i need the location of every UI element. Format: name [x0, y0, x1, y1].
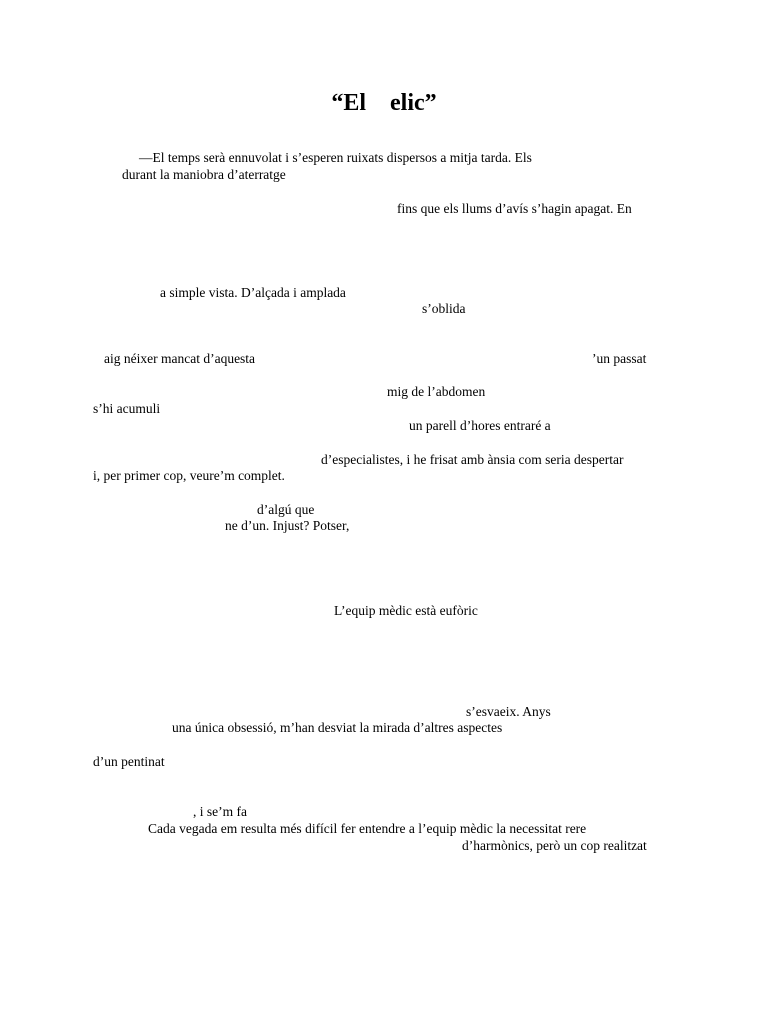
text-fragment: una única obsessió, m’han desviat la mirada d’altres aspectes	[172, 720, 503, 735]
text-fragment: s’oblida	[422, 301, 466, 316]
text-fragment: d’especialistes, i he frisat amb ànsia com seria despertar	[321, 452, 624, 467]
text-fragment: d’algú que	[257, 502, 315, 517]
text-fragment: s’hi acumuli	[93, 401, 161, 416]
text-fragment: Cada vegada em resulta més difícil fer entendre a l’equip mèdic la necessitat rere	[148, 821, 587, 836]
text-fragment: d’harmònics, però un cop realitzat	[462, 838, 647, 853]
text-fragment: a simple vista. D’alçada i amplada	[160, 285, 346, 300]
text-fragment: ’un passat	[592, 351, 647, 366]
text-fragment: d’un pentinat	[93, 754, 165, 769]
document-title: “El elic”	[331, 90, 437, 116]
text-fragment: durant la maniobra d’aterratge	[122, 167, 286, 182]
text-fragment: aig néixer mancat d’aquesta	[104, 351, 256, 366]
text-fragment: , i se’m fa	[193, 804, 247, 819]
text-fragment: —El temps serà ennuvolat i s’esperen ruixats dispersos a mitja tarda. Els	[139, 150, 532, 165]
text-fragment: i, per primer cop, veure’m complet.	[93, 468, 285, 483]
text-fragment: L’equip mèdic està eufòric	[334, 603, 478, 618]
text-fragment: un parell d’hores entraré a	[409, 418, 551, 433]
text-fragment: s’esvaeix. Anys	[466, 704, 551, 719]
text-fragment: mig de l’abdomen	[387, 384, 486, 399]
text-fragment: fins que els llums d’avís s’hagin apagat. En	[397, 201, 632, 216]
text-fragment: ne d’un. Injust? Potser,	[225, 518, 350, 533]
